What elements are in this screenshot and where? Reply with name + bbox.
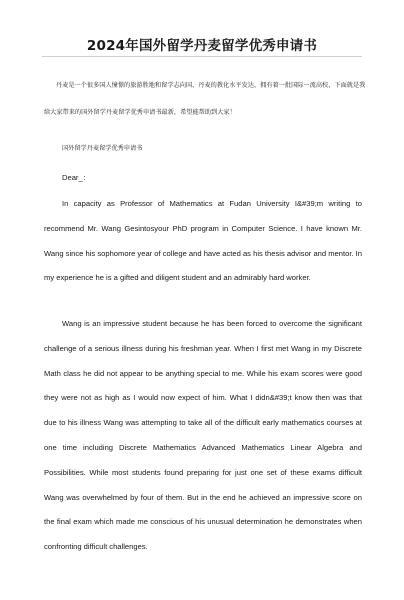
intro-paragraph: 丹麦是一个很多国人憧憬的旅游胜地和留学志向国，丹麦的教化水平发达，拥有着一批国际一流高校，下面就是我给大家带来的国外留学丹麦留学优秀申请书最新，希望能帮助到大家！ bbox=[44, 82, 366, 116]
title-divider bbox=[42, 56, 362, 57]
section-heading: 国外留学丹麦留学优秀申请书 bbox=[62, 145, 143, 152]
letter-salutation: Dear_： bbox=[62, 173, 91, 182]
document-title: 2024年国外留学丹麦留学优秀申请书 bbox=[86, 38, 318, 54]
letter-paragraph-1: In capacity as Professor of Mathematics at Fudan University I&#39;m writing to recommend Mr. Wang Gesintosyour PhD program in Computer Science. I have known Mr. Wang since his sophomore year of college and have acted as his thesis advisor and mentor. In my experience he is a gifted and diligent student and an admirably hard worker. bbox=[44, 199, 362, 283]
letter-paragraph-2: Wang is an impressive student because he has been forced to overcome the significant challenge of a serious illness during his freshman year. When I first met Wang in my Discrete Math class he did not appear to be anything special to me. While his exam scores were good they were not as high as I would now expect of him. What I didn&#39;t know then was that due to his illness Wang was attempting to take all of the difficult early mathematics courses at one time including Discrete Mathematics Advanced Mathematics Linear Algebra and Possibilities. While most students found preparing for just one set of these exams difficult Wang was overwhelmed by four of them. But in the end he achieved an impressive score on the final exam which made me conscious of his unusual determination he demonstrates when confronting difficult challenges. bbox=[44, 319, 362, 552]
